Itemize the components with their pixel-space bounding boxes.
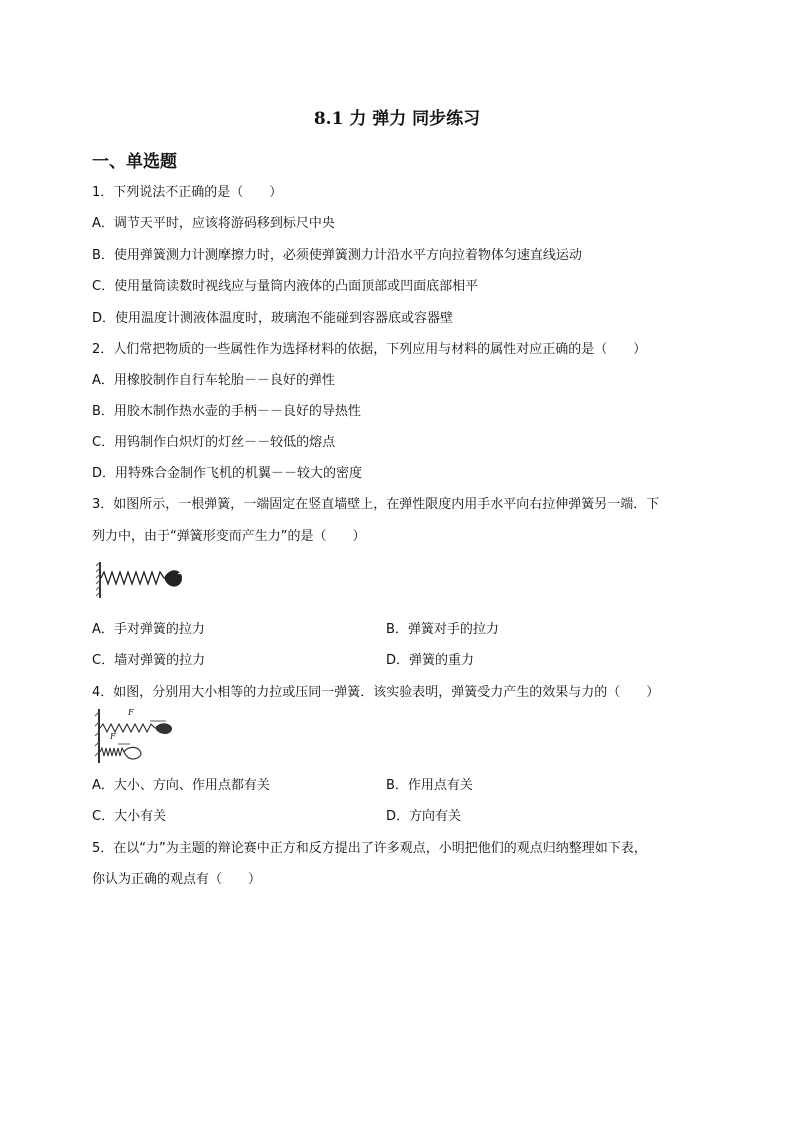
question-4-stem: 4．如图，分别用大小相等的力拉或压同一弹簧．该实验表明，弹簧受力产生的效果与力的（ ） (92, 685, 660, 700)
question-4-option-b: B．作用点有关 (386, 778, 473, 793)
question-3-stem-line-1: 3．如图所示，一根弹簧，一端固定在竖直墙壁上，在弹性限度内用手水平向右拉伸弹簧另一端．下 (92, 497, 660, 512)
question-3-option-a: A．手对弹簧的拉力 (92, 622, 205, 637)
question-2-option-d: D．用特殊合金制作飞机的机翼－－较大的密度 (92, 466, 363, 481)
question-2-option-b: B．用胶木制作热水壶的手柄－－良好的导热性 (92, 404, 361, 419)
spring-icon (101, 572, 164, 584)
question-4-option-c: C．大小有关 (92, 809, 167, 824)
question-1-option-b: B．使用弹簧测力计测摩擦力时，必须使弹簧测力计沿水平方向拉着物体匀速直线运动 (92, 248, 582, 263)
pushing-hand-icon (124, 747, 141, 759)
question-2-stem: 2．人们常把物质的一些属性作为选择材料的依据，下列应用与材料的属性对应正确的是（ ） (92, 342, 647, 357)
question-1-option-d: D．使用温度计测液体温度时，玻璃泡不能碰到容器底或容器壁 (92, 311, 454, 326)
section-heading: 一、单选题 (92, 152, 177, 172)
question-3-option-c: C．墙对弹簧的拉力 (92, 653, 206, 668)
wall-icon (96, 562, 100, 598)
question-3-stem-line-2: 列力中，由于“弹簧形变而产生力”的是（ ） (92, 529, 366, 544)
question-1-option-a: A．调节天平时，应该将游码移到标尺中央 (92, 216, 335, 231)
question-3-option-b: B．弹簧对手的拉力 (386, 622, 499, 637)
question-1-stem: 1．下列说法不正确的是（ ） (92, 185, 283, 200)
spring-pull-push-drawing (94, 708, 184, 764)
figure-label-force-top: F (128, 708, 134, 717)
question-1-option-c: C．使用量筒读数时视线应与量筒内液体的凸面顶部或凹面底部相平 (92, 279, 479, 294)
question-4-option-d: D．方向有关 (386, 809, 462, 824)
spring-wall-hand-figure (94, 560, 194, 600)
compressed-spring-icon (100, 748, 124, 756)
figure-label-force-bottom: F (110, 732, 116, 741)
question-2-option-c: C．用钨制作白炽灯的灯丝－－较低的熔点 (92, 435, 336, 450)
hand-icon (164, 570, 183, 586)
question-2-option-a: A．用橡胶制作自行车轮胎－－良好的弹性 (92, 373, 335, 388)
question-4-option-a: A．大小、方向、作用点都有关 (92, 778, 270, 793)
question-3-option-d: D．弹簧的重力 (386, 653, 475, 668)
spring-pull-push-figure (94, 708, 184, 764)
pulling-hand-icon (155, 723, 172, 734)
question-5-stem-line-2: 你认为正确的观点有（ ） (92, 872, 262, 887)
page-title: 8.1 力 弹力 同步练习 (313, 109, 481, 129)
stretched-spring-icon (100, 724, 155, 732)
question-5-stem-line-1: 5．在以“力”为主题的辩论赛中正方和反方提出了许多观点，小明把他们的观点归纳整理如下表， (92, 841, 647, 856)
